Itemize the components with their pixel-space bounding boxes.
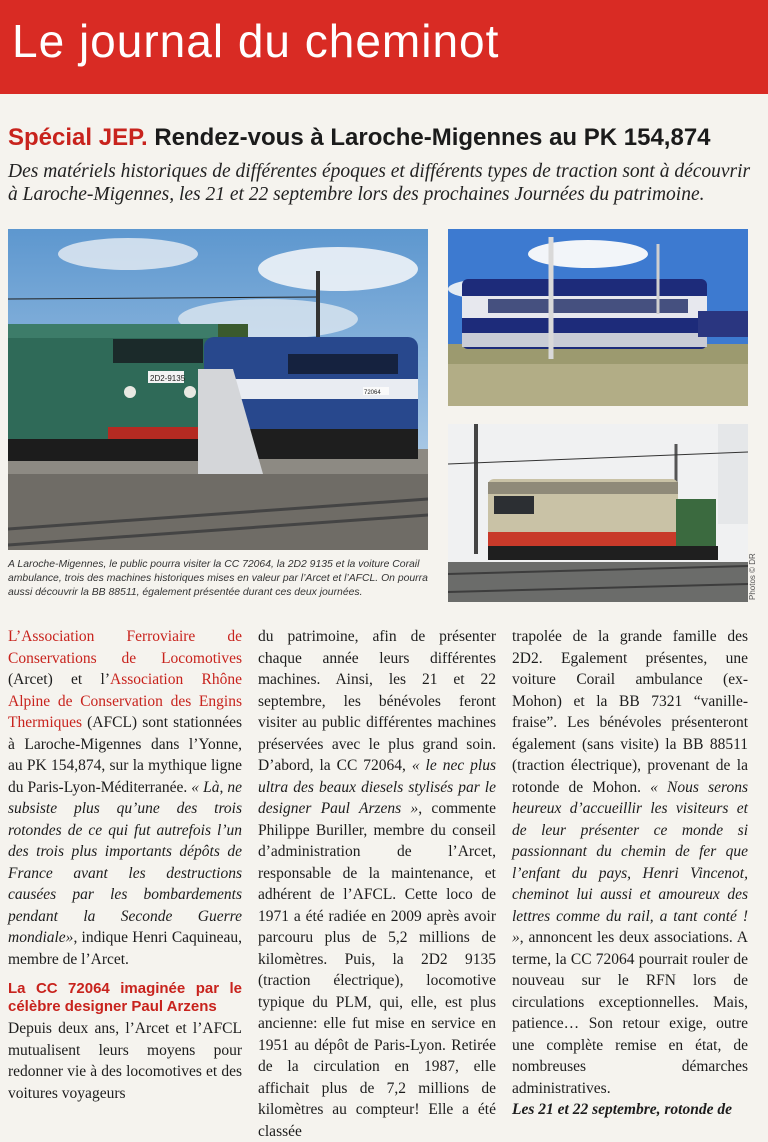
afcl-name: Association Rhône Alpine de Conservation des Engins Thermiques xyxy=(8,671,242,731)
column1-paragraph-1 xyxy=(8,626,242,970)
article-column-3 xyxy=(512,626,748,1121)
text-span: (AFCL) sont stationnées à Laroche-Migennes dans l’Yonne, au PK 154,874, sur la mythique ligne du Paris-Lyon-Méditerranée. xyxy=(8,714,242,796)
article-column-2 xyxy=(258,626,496,1142)
column3-paragraph xyxy=(512,626,748,1099)
text-span: trapolée de la grande famille des 2D2. Egalement présentes, une voiture Corail ambulance (ex-Mohon) et la BB 7321 “vanille-fraise”. Les bénévoles présenteront également (sans visite) la BB 88511 (traction électrique), provenant de la rotonde de Mohon. xyxy=(512,628,748,796)
text-span: du patrimoine, afin de présenter chaque année leurs différentes machines. Ainsi, les 21 et 22 septembre, les bénévoles feront visiter au public différentes machines préservées avec le plus grand soin. D’abord, la CC 72064, xyxy=(258,628,496,774)
photo-bb-88511 xyxy=(448,424,748,602)
text-span: (Arcet) et l’ xyxy=(8,671,111,688)
text-span: , annoncent les deux associations. A terme, la CC 72064 pourrait rouler de nouveau sur le RFN lors de circulations exceptionnelles. Mais, patience… Son retour exige, outre une complète remise en état, de nombreuses démarches administratives. xyxy=(512,929,748,1097)
quote-buriller: « le nec plus ultra des beaux diesels stylisés par le designer Paul Arzens » xyxy=(258,757,496,817)
column2-paragraph xyxy=(258,626,496,1142)
article-column-1 xyxy=(8,626,242,1104)
quote-associations: « Nous serons heureux d’accueillir les visiteurs et de leur présenter ce monde si passionnant du chemin de fer que l’enfant du pays, Henri Vincenot, cheminot lui aussi et amoureux des lettres comme du rail, a tant conté ! » xyxy=(512,778,748,946)
article-headline xyxy=(8,124,768,152)
text-span: , commente Philippe Buriller, membre du conseil d’administration de l’Arcet, responsable de la maintenance, et adhérent de l’AFCL. Cette loco de 1971 a été radiée en 2009 après avoir parcouru plus de 5,2 millions de kilomètres. Puis, la 2D2 9135 (traction électrique), locomotive typique du PLM, qui, elle, est plus ancienne: elle fut mise en service en 1951 au dépôt de Paris-Lyon. Retirée de la circulation en 1987, elle affichait plus de 7,2 millions de kilomètres au compteur! Elle a été classée xyxy=(258,800,496,1140)
headline-text: Rendez-vous à Laroche-Migennes au PK 154,874 xyxy=(154,124,711,151)
loco1-number-plate: 2D2-9135 xyxy=(150,374,186,383)
headline-kicker: Spécial JEP. xyxy=(8,124,148,151)
column1-paragraph-2: Depuis deux ans, l’Arcet et l’AFCL mutualisent leurs moyens pour redonner vie à des locomotives et des voitures voyageurs xyxy=(8,1020,242,1102)
arcet-name: L’Association Ferroviaire de Conservations de Locomotives xyxy=(8,628,242,667)
event-info: Les 21 et 22 septembre, rotonde de xyxy=(512,1101,732,1118)
photo-credit: Photos © DR xyxy=(748,553,757,600)
photo-caption: A Laroche-Migennes, le public pourra visiter la CC 72064, la 2D2 9135 et la voiture Corail ambulance, trois des machines historiques mises en valeur par l’Arcet et l’AFCL. On pourra aussi découvrir la BB 88511, également présentée durant ces deux journées. xyxy=(8,559,428,598)
masthead xyxy=(0,0,768,94)
photo-corail-coach xyxy=(448,229,748,406)
text-span: , indique Henri Caquineau, membre de l’Arcet. xyxy=(8,929,242,968)
photo-main-locomotives xyxy=(8,229,428,550)
loco2-number-plate: 72064 xyxy=(364,390,381,396)
article-lede: Des matériels historiques de différentes époques et différents types de traction sont à découvrir à Laroche-Migennes, les 21 et 22 septembre lors des prochaines Journées du patrimoine. xyxy=(8,161,751,205)
quote-caquineau: « Là, ne subsiste plus qu’une des trois rotondes de ce qui fut autrefois l’un des trois plus importants dépôts de France avant les destructions causées par les bombardements pendant la Seconde Guerre mondiale» xyxy=(8,778,242,946)
masthead-title: Le journal du cheminot xyxy=(12,15,500,67)
section-subhead: La CC 72064 imaginée par le célèbre designer Paul Arzens xyxy=(8,980,242,1015)
